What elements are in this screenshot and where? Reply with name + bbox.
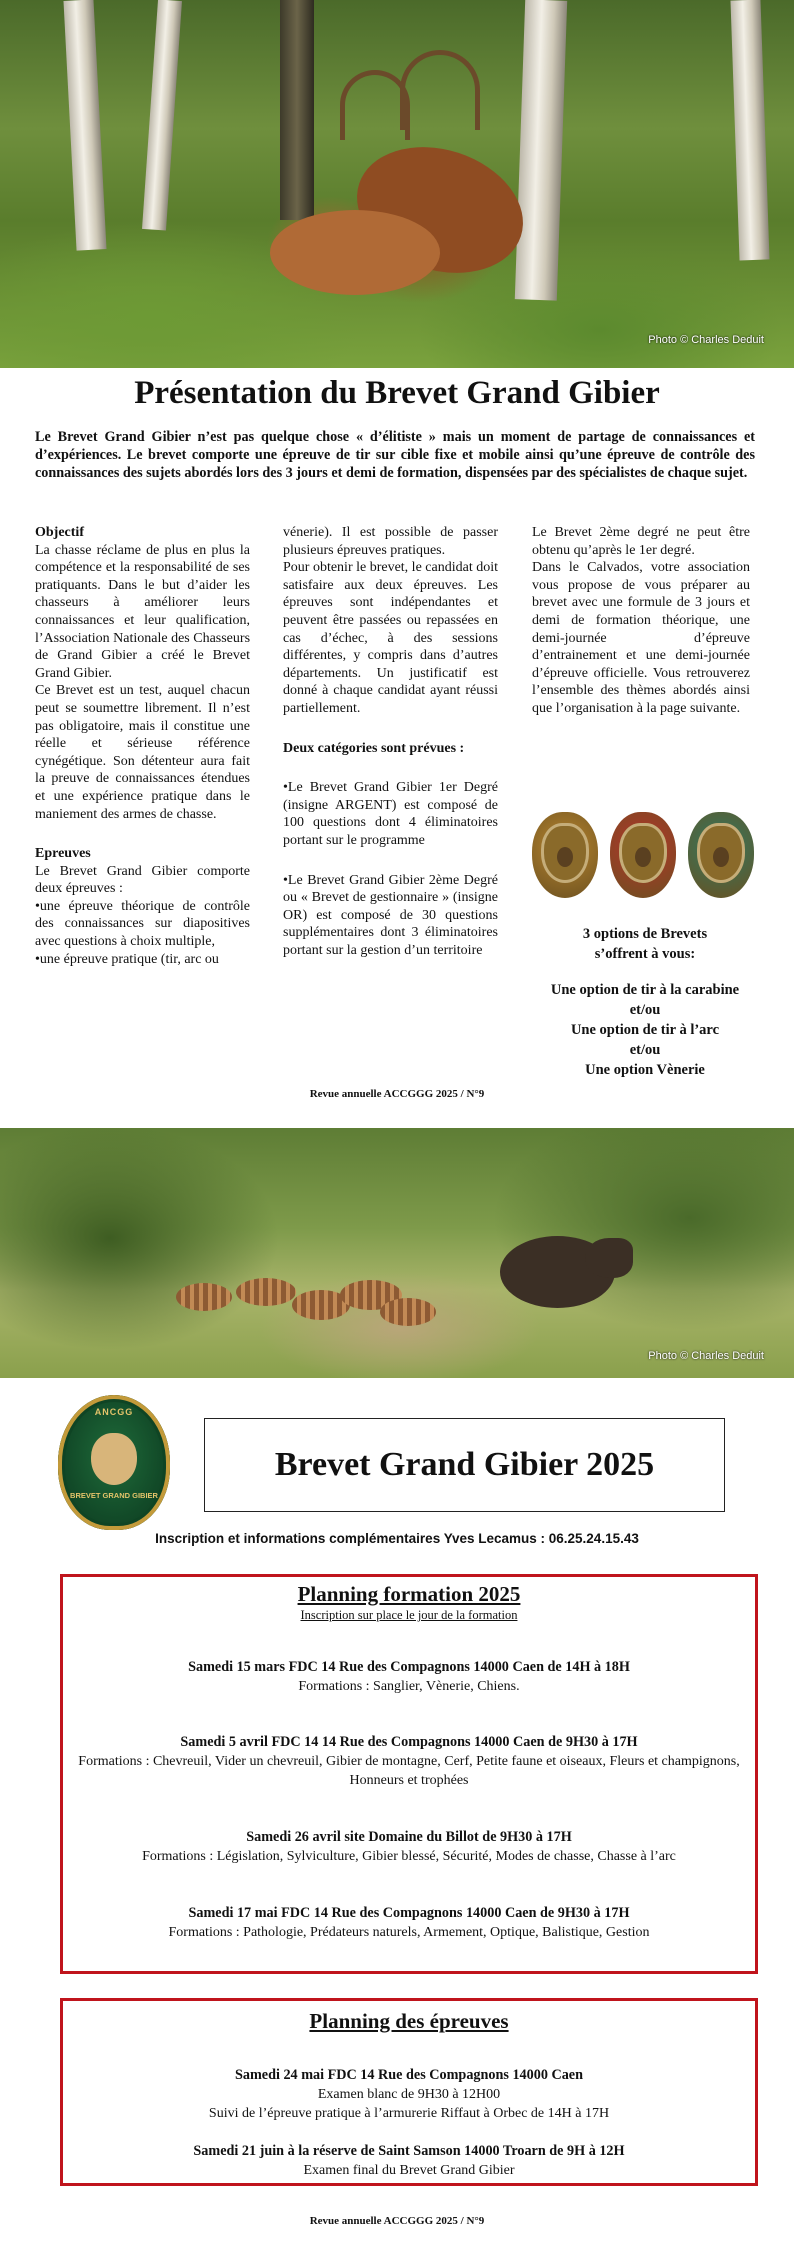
session-title: Samedi 15 mars FDC 14 Rue des Compagnons 14000 Caen de 14H à 18H <box>188 1659 630 1675</box>
epreuves-heading: Epreuves <box>35 846 91 862</box>
brevet-2025-title: Brevet Grand Gibier 2025 <box>274 1446 655 1483</box>
objectif-paragraph-1: La chasse réclame de plus en plus la compétence et la responsabilité de ses pratiquants. Dans le but d’aider les chasseurs à améliorer leurs connaissances et leur qualification, l’Association Nationale des Chasseurs de Grand Gibier a créé le Brevet Grand Gibier. <box>35 542 251 681</box>
session-detail: Formations : Législation, Sylviculture, Gibier blessé, Sécurité, Modes de chasse, Chasse à l’arc <box>142 1849 676 1864</box>
objectif-heading: Objectif <box>35 525 84 540</box>
formation-session <box>73 1732 745 1790</box>
planning-epreuves-heading: Planning des épreuves <box>309 2009 509 2033</box>
session-detail: Suivi de l’épreuve pratique à l’armurerie Riffaut à Orbec de 14H à 17H <box>208 2106 610 2121</box>
epreuves-bullet-1: •une épreuve théorique de contrôle des connaissances sur diapositives avec questions à choix multiple, <box>35 898 250 950</box>
inscription-contact: Inscription et informations complémentaires Yves Lecamus : 06.25.24.15.43 <box>155 1531 639 1546</box>
planning-epreuves-box <box>60 1998 758 2186</box>
categories-heading: Deux catégories sont prévues : <box>283 740 465 756</box>
session-title: Samedi 17 mai FDC 14 Rue des Compagnons 14000 Caen de 9H30 à 17H <box>188 1905 630 1921</box>
deer-forest-photo <box>0 0 794 368</box>
brevet-badges <box>528 812 758 902</box>
birch-trunk <box>142 0 182 231</box>
session-detail: Formations : Pathologie, Prédateurs naturels, Armement, Optique, Balistique, Gestion <box>168 1925 650 1940</box>
option-conjunction: et/ou <box>629 1002 661 1018</box>
boar-meadow-photo <box>0 1128 794 1378</box>
birch-trunk <box>515 0 567 301</box>
session-detail: Examen final du Brevet Grand Gibier <box>303 2163 515 2178</box>
boar-head <box>585 1238 633 1278</box>
option-carabine: Une option de tir à la carabine <box>550 982 740 998</box>
formation-session <box>73 1657 745 1696</box>
brevet-options <box>520 924 770 1080</box>
epreuves-paragraph: Le Brevet Grand Gibier comporte deux épreuves : <box>35 863 250 897</box>
planning-formation-heading: Planning formation 2025 <box>297 1582 521 1606</box>
planning-formation-box <box>60 1574 758 1974</box>
session-title: Samedi 24 mai FDC 14 Rue des Compagnons 14000 Caen <box>234 2067 583 2083</box>
badge-green-icon <box>688 812 754 898</box>
session-detail: Examen blanc de 9H30 à 12H00 <box>317 2087 501 2102</box>
session-title: Samedi 21 juin à la réserve de Saint Samson 14000 Troarn de 9H à 12H <box>193 2143 625 2159</box>
options-heading-line-2: s’offrent à vous: <box>594 946 696 962</box>
formation-session <box>73 1827 745 1866</box>
session-detail: Formations : Sanglier, Vènerie, Chiens. <box>298 1679 520 1694</box>
birch-trunk <box>730 0 769 260</box>
badge-red-icon <box>610 812 676 898</box>
column-2-paragraph-2: Pour obtenir le brevet, le candidat doit satisfaire aux deux épreuves. Les épreuves sont indépendantes et peuvent être passées ou repassées en cas d’échec, à des sessions différentes, y compris dans d’autres départements. Un justificatif est donné à chaque candidat ayant réussi partiellement. <box>283 560 498 716</box>
brevet-2025-title-box <box>204 1418 725 1512</box>
page-2-footer: Revue annuelle ACCGGG 2025 / N°9 <box>309 2215 485 2227</box>
hind-shape <box>270 210 440 295</box>
formation-session <box>73 1903 745 1942</box>
option-arc: Une option de tir à l’arc <box>570 1022 720 1038</box>
piglet-shape <box>236 1278 296 1306</box>
objectif-paragraph-2: Ce Brevet est un test, auquel chacun peut se soumettre librement. Il n’est pas obligatoire, mais il constitue une réelle et sérieuse référence cynégétique. Son détenteur aura fait la preuve de connaissances étendues et une expérience pratique dans le maniement des armes de chasse. <box>35 683 250 822</box>
planning-formation-subheading: Inscription sur place le jour de la formation <box>300 1608 518 1622</box>
epreuve-session <box>73 2065 745 2123</box>
piglet-shape <box>380 1298 436 1326</box>
session-title: Samedi 26 avril site Domaine du Billot de 9H30 à 17H <box>246 1829 572 1845</box>
emblem-bottom-text: BREVET GRAND GIBIER <box>70 1491 158 1500</box>
intro-paragraph: Le Brevet Grand Gibier n’est pas quelque chose « d’élitiste » mais un moment de partage de connaissances et d’expériences. Le brevet comporte une épreuve de tir sur cible fixe et mobile ainsi qu’une épreuve de contrôle des connaissances des sujets abordés lors des 3 jours et demi de formation, dispensées par des spécialistes de chaque sujet. <box>35 429 755 481</box>
epreuves-bullet-2: •une épreuve pratique (tir, arc ou <box>35 951 219 967</box>
category-2: •Le Brevet Grand Gibier 2ème Degré ou « Brevet de gestionnaire » (insigne OR) est composé de 30 questions supplémentaires dont 3 éliminatoires portant sur la gestion d’un territoire <box>283 872 498 958</box>
column-3-paragraph-1: Le Brevet 2ème degré ne peut être obtenu qu’après le 1er degré. <box>532 525 750 558</box>
column-1 <box>35 524 250 968</box>
boar-head-icon <box>91 1433 137 1485</box>
photo-credit: Photo © Charles Deduit <box>648 1350 764 1362</box>
options-heading-line-1: 3 options de Brevets <box>582 926 708 942</box>
ancgg-emblem-logo <box>58 1395 170 1530</box>
epreuve-session <box>73 2141 745 2180</box>
session-detail: Formations : Chevreuil, Vider un chevreuil, Gibier de montagne, Cerf, Petite faune et oiseaux, Fleurs et champignons, Honneurs et trophées <box>78 1754 740 1788</box>
emblem-top-text: ANCGG <box>94 1407 134 1417</box>
category-1: •Le Brevet Grand Gibier 1er Degré (insigne ARGENT) est composé de 100 questions dont 4 éliminatoires portant sur le programme <box>283 780 498 848</box>
antler-shape <box>400 50 480 130</box>
badge-bronze-icon <box>532 812 598 898</box>
piglet-shape <box>176 1283 232 1311</box>
column-2 <box>283 524 498 959</box>
column-3 <box>532 524 750 718</box>
page-1-footer: Revue annuelle ACCGGG 2025 / N°9 <box>309 1088 485 1100</box>
tree-trunk <box>280 0 314 220</box>
column-2-paragraph-1: vénerie). Il est possible de passer plusieurs épreuves pratiques. <box>283 525 498 558</box>
option-venerie: Une option Vènerie <box>585 1062 705 1078</box>
page-title: Présentation du Brevet Grand Gibier <box>134 375 660 411</box>
column-3-paragraph-2: Dans le Calvados, votre association vous propose de vous préparer au brevet avec une formule de 3 jours et demi de formation théorique, une demi-journée d’épreuve d’entrainement et une demi-journée d’épreuve officielle. Vous retrouverez l’ensemble des thèmes abordés ainsi que l’organisation à la page suivante. <box>532 560 750 716</box>
session-title: Samedi 5 avril FDC 14 14 Rue des Compagnons 14000 Caen de 9H30 à 17H <box>180 1734 638 1750</box>
photo-credit: Photo © Charles Deduit <box>648 334 764 346</box>
option-conjunction: et/ou <box>629 1042 661 1058</box>
birch-trunk <box>63 0 106 251</box>
